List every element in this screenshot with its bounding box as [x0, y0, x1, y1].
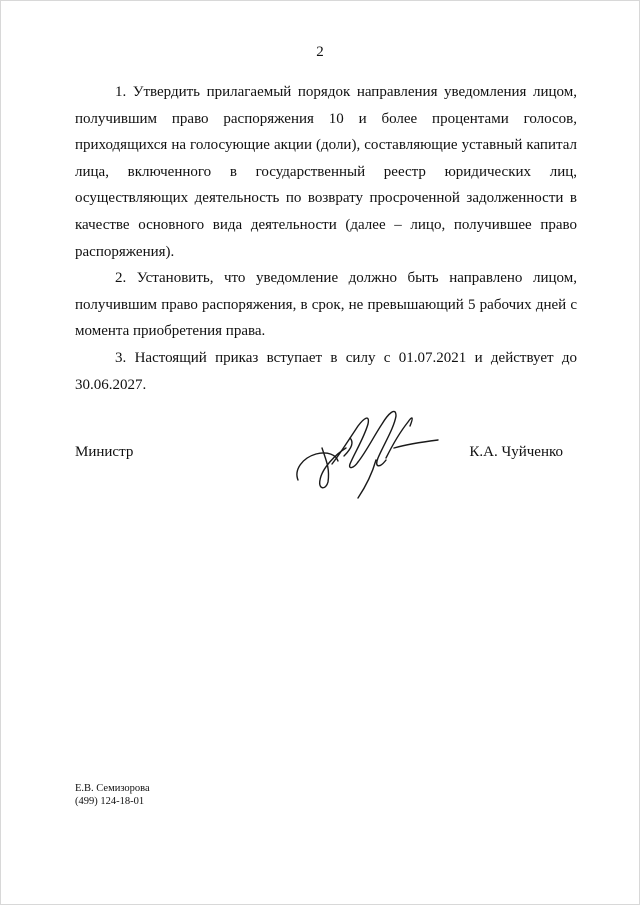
contact-block	[75, 783, 150, 808]
paragraph-3: 3. Настоящий приказ вступает в силу с 01.07.2021 и действует до 30.06.2027.	[75, 349, 577, 393]
paragraph-1: 1. Утвердить прилагаемый порядок направления уведомления лицом, получившим право распоряжения 10 и более процентами голосов, приходящихся на голосующие акции (доли), составляющие уставный капитал лица, включенного в государственный реестр юридических лиц, осуществляющих деятельность по возврату просроченной задолженности в качестве основного вида деятельности (далее – лицо, получившее право распоряжения).	[75, 84, 577, 260]
page-number: 2	[316, 44, 324, 60]
paragraph-2: 2. Установить, что уведомление должно быть направлено лицом, получившим право распоряжения, в срок, не превышающий 5 рабочих дней с момента приобретения права.	[75, 270, 577, 340]
document-body	[75, 79, 577, 398]
executor-name: Е.В. Семизорова	[75, 783, 150, 794]
signer-name: К.А. Чуйченко	[469, 444, 563, 460]
executor-phone: (499) 124-18-01	[75, 795, 145, 807]
handwritten-signature	[292, 398, 442, 502]
signer-position: Министр	[75, 444, 134, 460]
